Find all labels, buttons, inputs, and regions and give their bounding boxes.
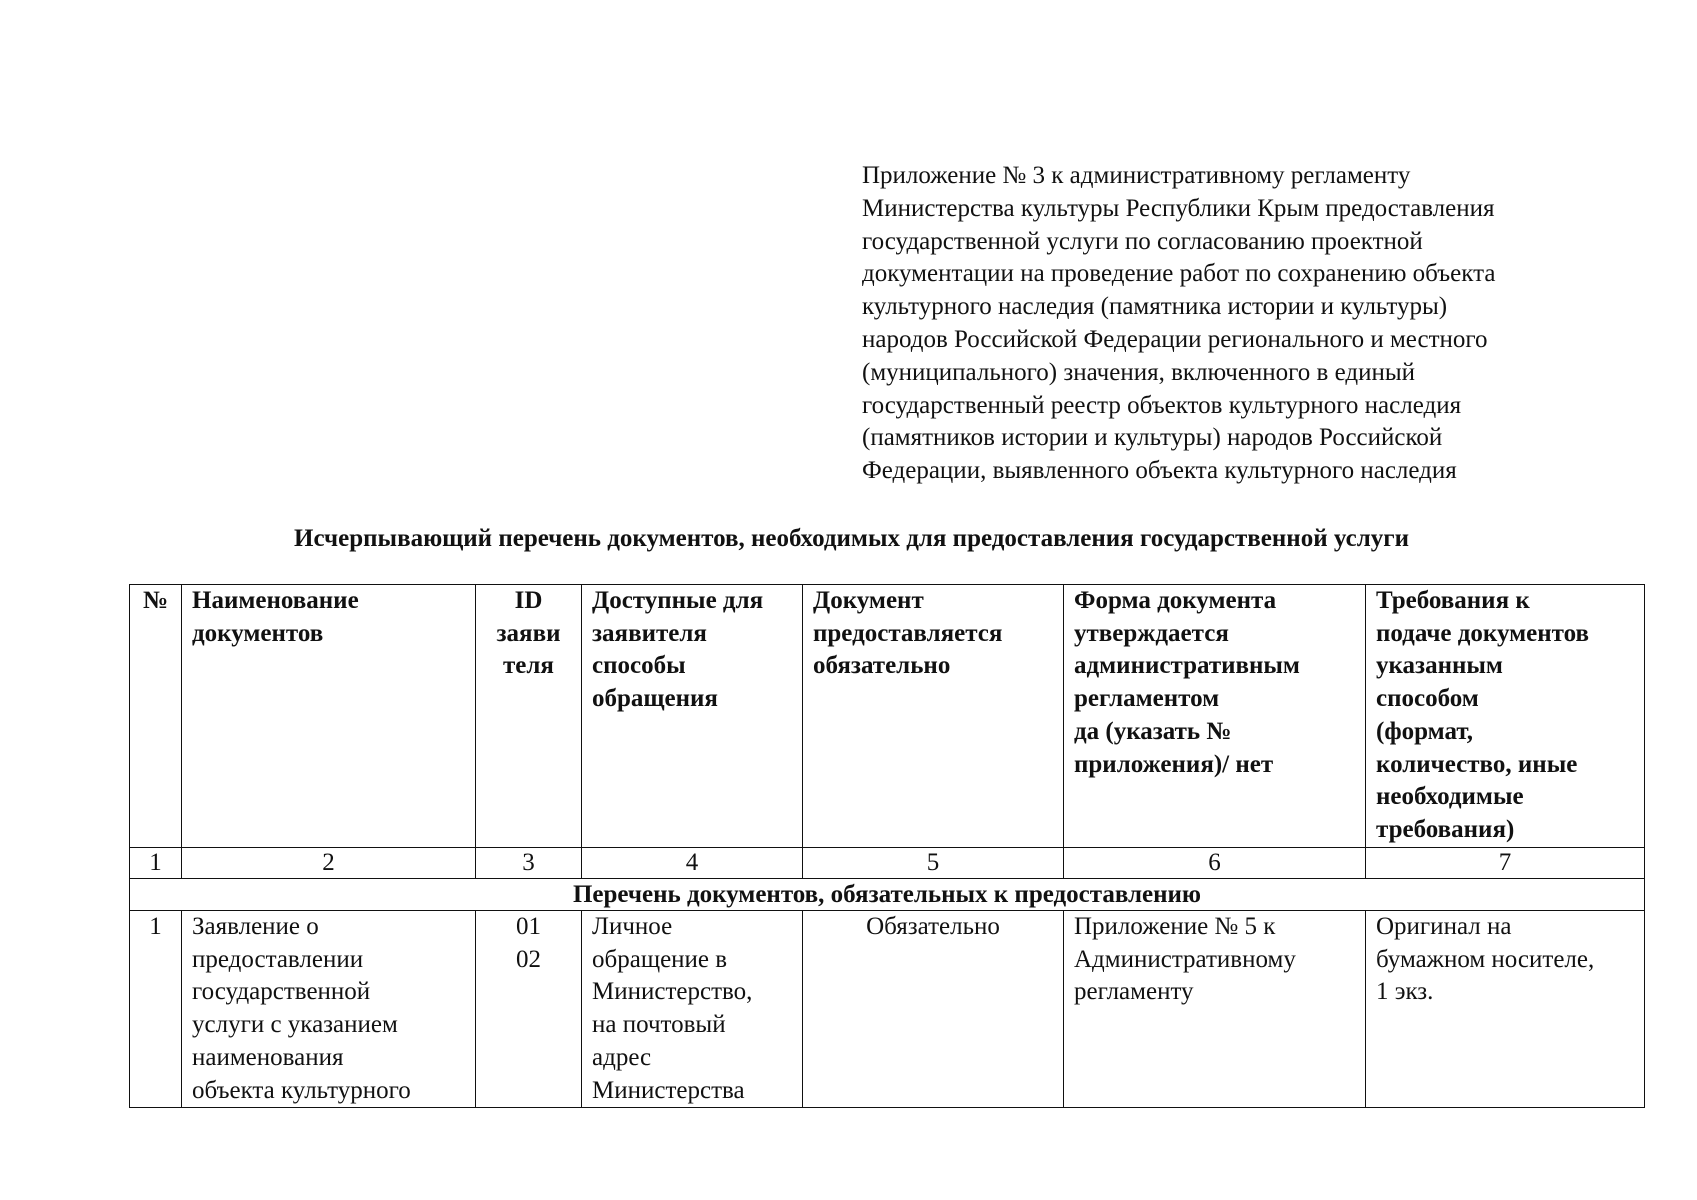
cell-submission-methods: Личное обращение в Министерство, на почтовый адрес Министерства	[582, 911, 803, 1108]
annex-line: государственный реестр объектов культурного наследия	[862, 391, 1462, 419]
column-number: 5	[803, 848, 1064, 879]
annex-line: государственной услуги по согласованию проектной	[862, 227, 1423, 255]
annex-reference	[862, 160, 1622, 488]
annex-line: культурного наследия (памятника истории и культуры)	[862, 293, 1448, 321]
annex-line: Федерации, выявленного объекта культурного наследия	[862, 457, 1457, 485]
section-row	[130, 879, 1645, 911]
annex-line: (памятников истории и культуры) народов Российской	[862, 424, 1443, 452]
cell-number: 1	[130, 911, 182, 1108]
cell-requirements: Оригинал на бумажном носителе, 1 экз.	[1366, 911, 1645, 1108]
table-row	[130, 911, 1645, 1108]
header-submission-methods: Доступные для заявителя способы обращения	[582, 585, 803, 848]
cell-document-form: Приложение № 5 к Административному регламенту	[1064, 911, 1366, 1108]
cell-document-name: Заявление о предоставлении государственной услуги с указанием наименования объекта культурного	[182, 911, 476, 1108]
annex-line: народов Российской Федерации регионального и местного	[862, 325, 1488, 353]
header-document-form: Форма документа утверждается административным регламентом да (указать № приложения)/ нет	[1064, 585, 1366, 848]
column-number: 7	[1366, 848, 1645, 879]
cell-mandatory: Обязательно	[803, 911, 1064, 1108]
annex-line: Приложение № 3 к административному регламенту	[862, 162, 1411, 189]
column-number: 6	[1064, 848, 1366, 879]
documents-table	[129, 584, 1645, 1108]
cell-applicant-id: 01 02	[476, 911, 582, 1108]
table-header-row	[130, 585, 1645, 848]
header-document-name: Наименование документов	[182, 585, 476, 848]
column-number: 4	[582, 848, 803, 879]
column-number: 3	[476, 848, 582, 879]
annex-line: (муниципального) значения, включенного в единый	[862, 358, 1416, 386]
document-title: Исчерпывающий перечень документов, необходимых для предоставления государственной услуги	[294, 525, 1409, 552]
annex-line: Министерства культуры Республики Крым предоставления	[862, 194, 1495, 222]
header-applicant-id: ID заяви теля	[476, 585, 582, 848]
annex-line: документации на проведение работ по сохранению объекта	[862, 260, 1496, 288]
header-requirements: Требования к подаче документов указанным способом (формат, количество, иные необходимые требования)	[1366, 585, 1645, 848]
column-number: 2	[182, 848, 476, 879]
header-number: №	[130, 585, 182, 848]
header-mandatory: Документ предоставляется обязательно	[803, 585, 1064, 848]
section-title: Перечень документов, обязательных к предоставлению	[130, 879, 1645, 911]
column-number: 1	[130, 848, 182, 879]
column-numbers-row	[130, 848, 1645, 879]
